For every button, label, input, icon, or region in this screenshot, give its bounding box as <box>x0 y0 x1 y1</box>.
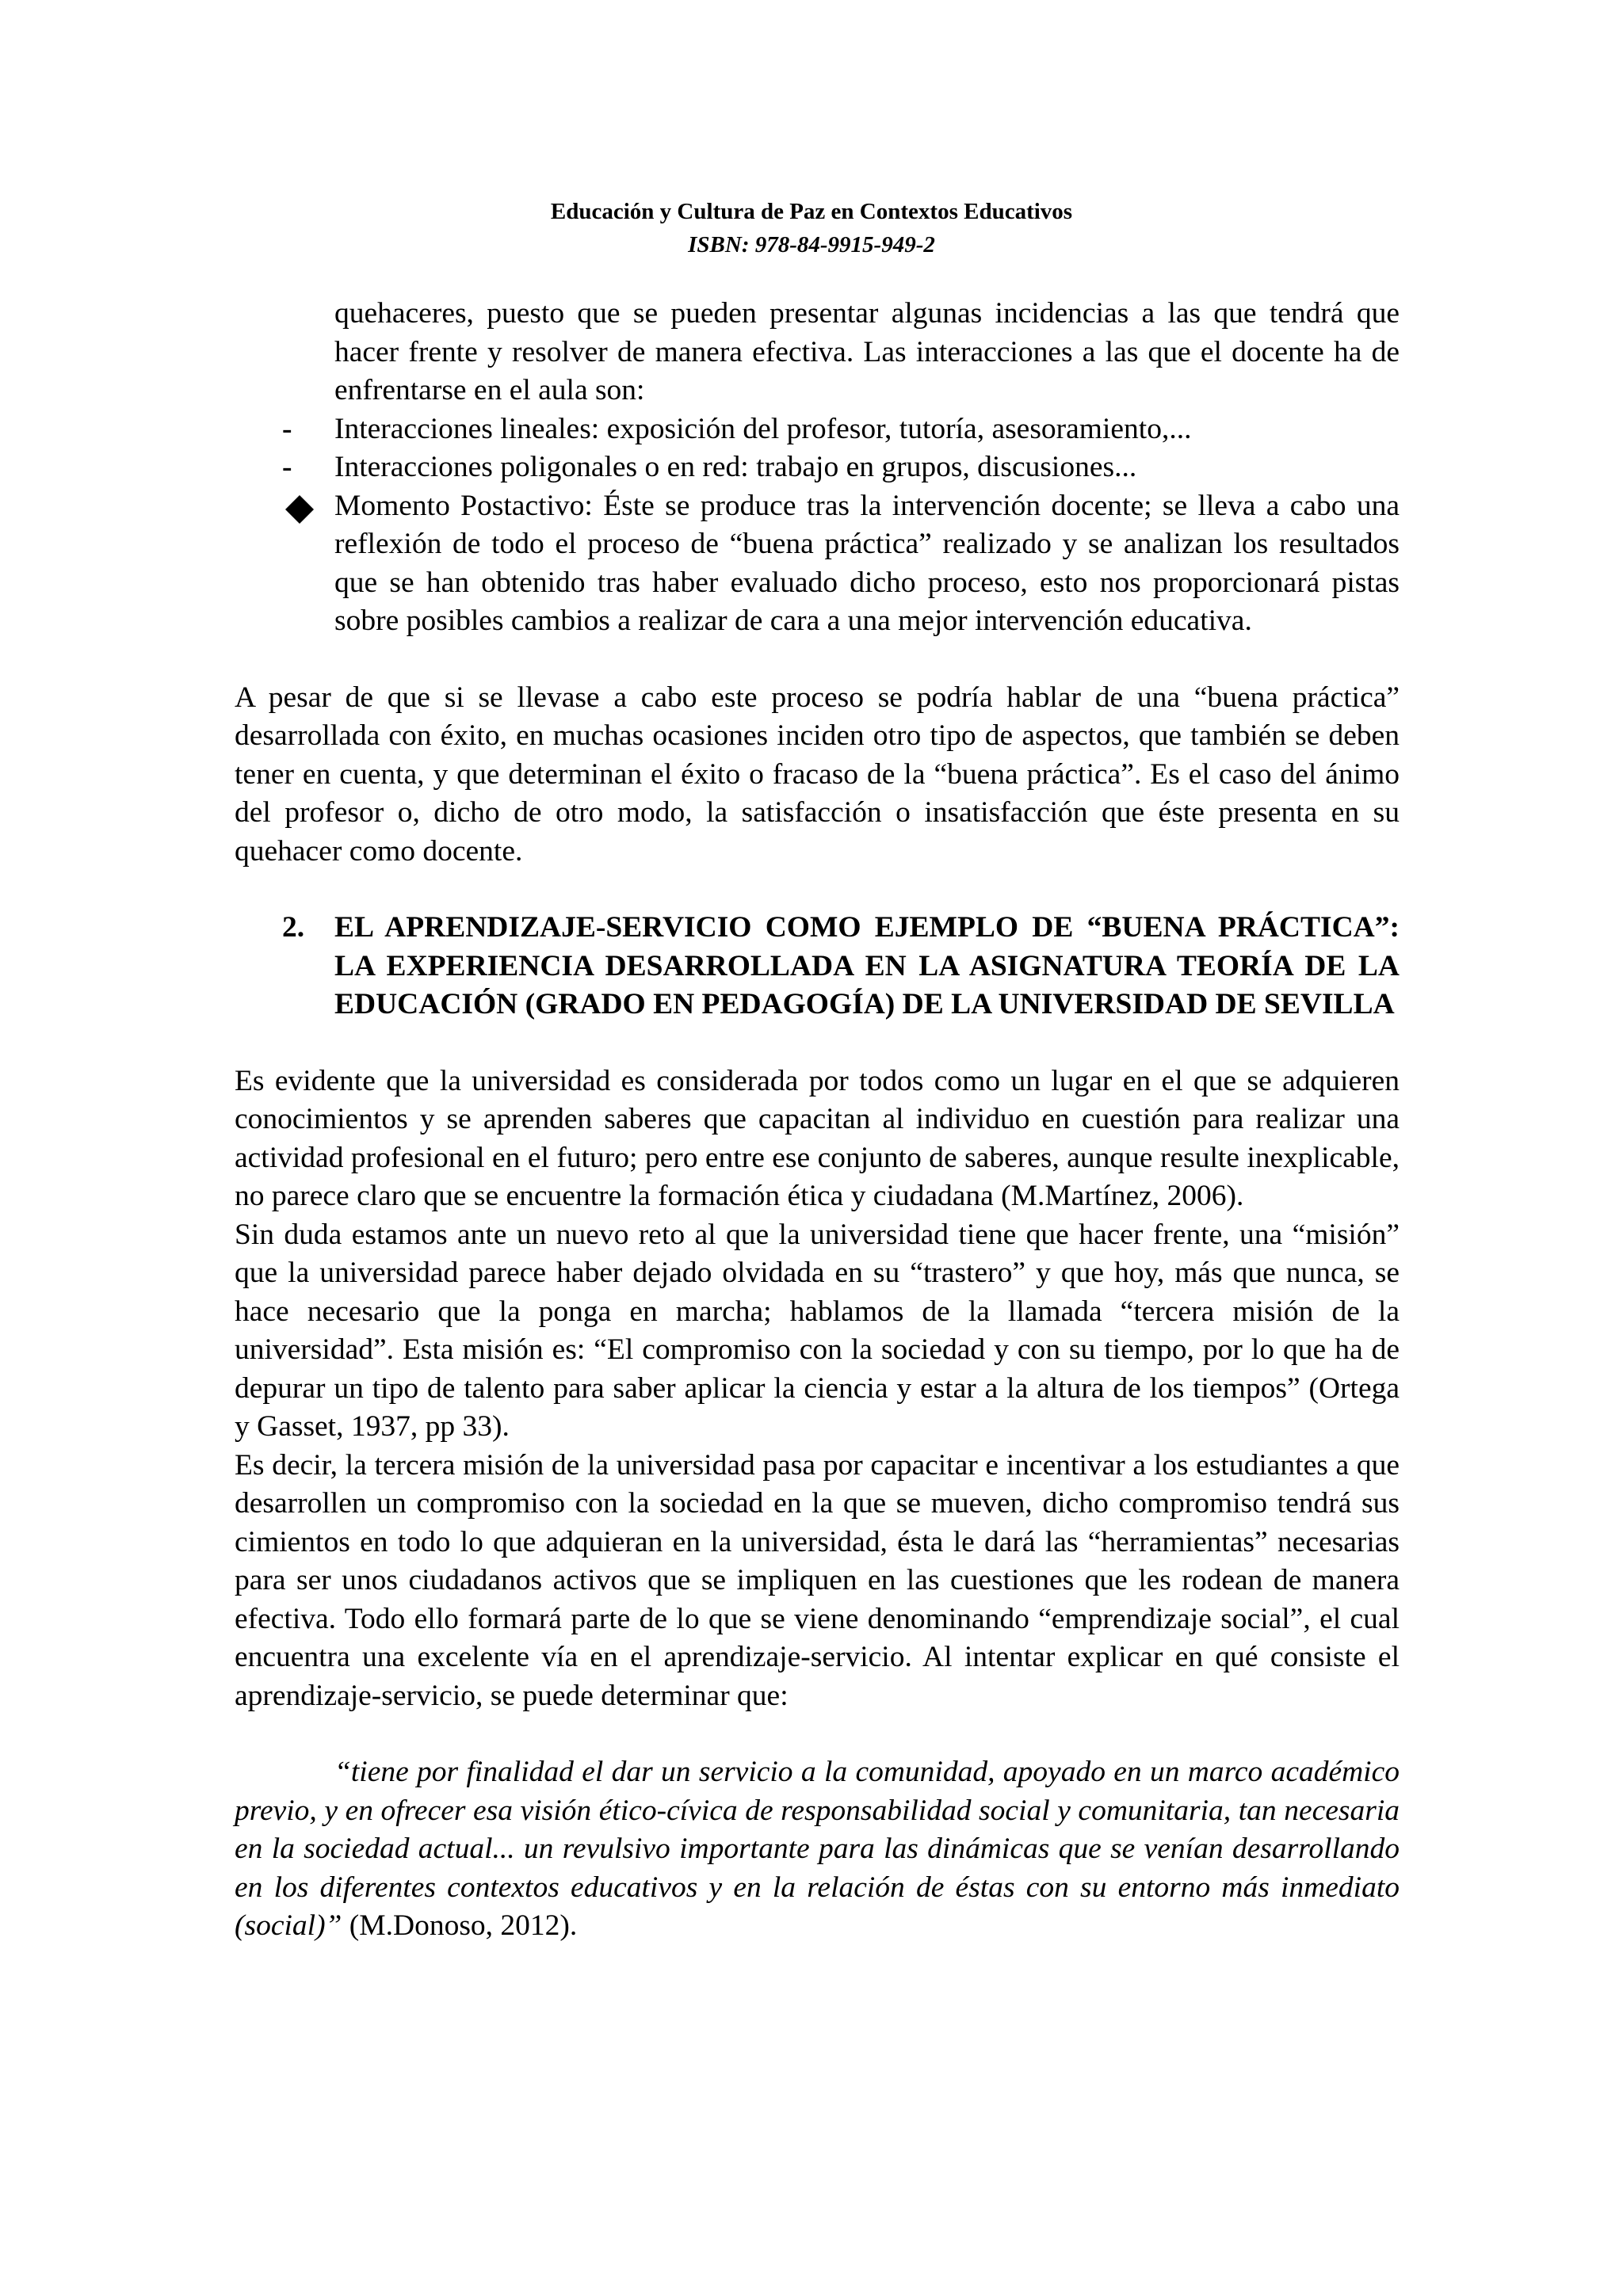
diamond-list-item <box>235 487 1400 641</box>
block-quote <box>235 1753 1400 1946</box>
quote-citation: (M.Donoso, 2012). <box>342 1909 578 1942</box>
body-paragraph: A pesar de que si se llevase a cabo este proceso se podría hablar de una “buena práctica” desarrollada con éxito, en muchas ocasiones inciden otro tipo de aspectos, que también se deben tener en cuenta, y que determinan el éxito o fracaso de la “buena práctica”. Es el caso del ánimo del profesor o, dicho de otro modo, la satisfacción o insatisfacción que éste presenta en su quehacer como docente. <box>235 681 1400 868</box>
header-title: Educación y Cultura de Paz en Contextos Educativos <box>550 199 1073 224</box>
paragraph-spacer <box>235 641 1400 679</box>
body-paragraph: Sin duda estamos ante un nuevo reto al que la universidad tiene que hacer frente, una “misión” que la universidad parece haber dejado olvidada en su “trastero” y que hoy, más que nunca, se hace necesario que la ponga en marcha; hablamos de la llamada “tercera misión de la universidad”. Esta misión es: “El compromiso con la sociedad y con su tiempo, por lo que ha de depurar un tipo de talento para saber aplicar la ciencia y estar a la altura de los tiempos” (Ortega y Gasset, 1937, pp 33). <box>235 1218 1400 1443</box>
section-heading <box>235 909 1400 1024</box>
dash-list-item <box>235 448 1400 487</box>
page-header <box>0 195 1623 261</box>
diamond-list-item-text: Momento Postactivo: Éste se produce tras la intervención docente; se lleva a cabo una reflexión de todo el proceso de “buena práctica” realizado y se analizan los resultados que se han obtenido tras haber evaluado dicho proceso, esto nos proporcionará pistas sobre posibles cambios a realizar de cara a una mejor intervención educativa. <box>334 489 1400 637</box>
dash-bullet: - <box>282 451 292 483</box>
paragraph-spacer <box>235 871 1400 909</box>
header-isbn: ISBN: 978-84-9915-949-2 <box>688 232 935 257</box>
intro-paragraph: quehaceres, puesto que se pueden presentar algunas incidencias a las que tendrá que hacer frente y resolver de manera efectiva. Las interacciones a las que el docente ha de enfrentarse en el aula son: <box>334 297 1400 406</box>
dash-list-item <box>235 410 1400 449</box>
document-body <box>235 295 1400 1946</box>
diamond-bullet-icon <box>285 495 314 524</box>
section-number: 2. <box>282 911 305 944</box>
paragraph-spacer <box>235 1715 1400 1753</box>
dash-list-item-text: Interacciones lineales: exposición del profesor, tutoría, asesoramiento,... <box>334 412 1192 445</box>
quote-text: “tiene por finalidad el dar un servicio a la comunidad, apoyado en un marco académico previo, y en ofrecer esa visión ético-cívica de responsabilidad social y comunitaria, tan necesaria en la sociedad actual... un revulsivo importante para las dinámicas que se venían desarrollando en los diferentes contextos educativos y en la relación de éstas con su entorno más inmediato (social)” <box>235 1756 1400 1942</box>
dash-bullet: - <box>282 412 292 445</box>
paragraph-spacer <box>235 1024 1400 1062</box>
section-title: EL APRENDIZAJE-SERVICIO COMO EJEMPLO DE “BUENA PRÁCTICA”: LA EXPERIENCIA DESARROLLADA EN LA ASIGNATURA TEORÍA DE LA EDUCACIÓN (GRADO EN PEDAGOGÍA) DE LA UNIVERSIDAD DE SEVILLA <box>334 911 1400 1020</box>
body-paragraph: Es decir, la tercera misión de la universidad pasa por capacitar e incentivar a los estudiantes a que desarrollen un compromiso con la sociedad en la que se mueven, dicho compromiso tendrá sus cimientos en todo lo que adquieran en la universidad, ésta le dará las “herramientas” necesarias para ser unos ciudadanos activos que se impliquen en las cuestiones que les rodean de manera efectiva. Todo ello formará parte de lo que se viene denominando “emprendizaje social”, el cual encuentra una excelente vía en el aprendizaje-servicio. Al intentar explicar en qué consiste el aprendizaje-servicio, se puede determinar que: <box>235 1448 1400 1712</box>
dash-list-item-text: Interacciones poligonales o en red: trabajo en grupos, discusiones... <box>334 451 1137 483</box>
body-paragraph: Es evidente que la universidad es considerada por todos como un lugar en el que se adquieren conocimientos y se aprenden saberes que capacitan al individuo en cuestión para realizar una actividad profesional en el futuro; pero entre ese conjunto de saberes, aunque resulte inexplicable, no parece claro que se encuentre la formación ética y ciudadana (M.Martínez, 2006). <box>235 1064 1400 1212</box>
